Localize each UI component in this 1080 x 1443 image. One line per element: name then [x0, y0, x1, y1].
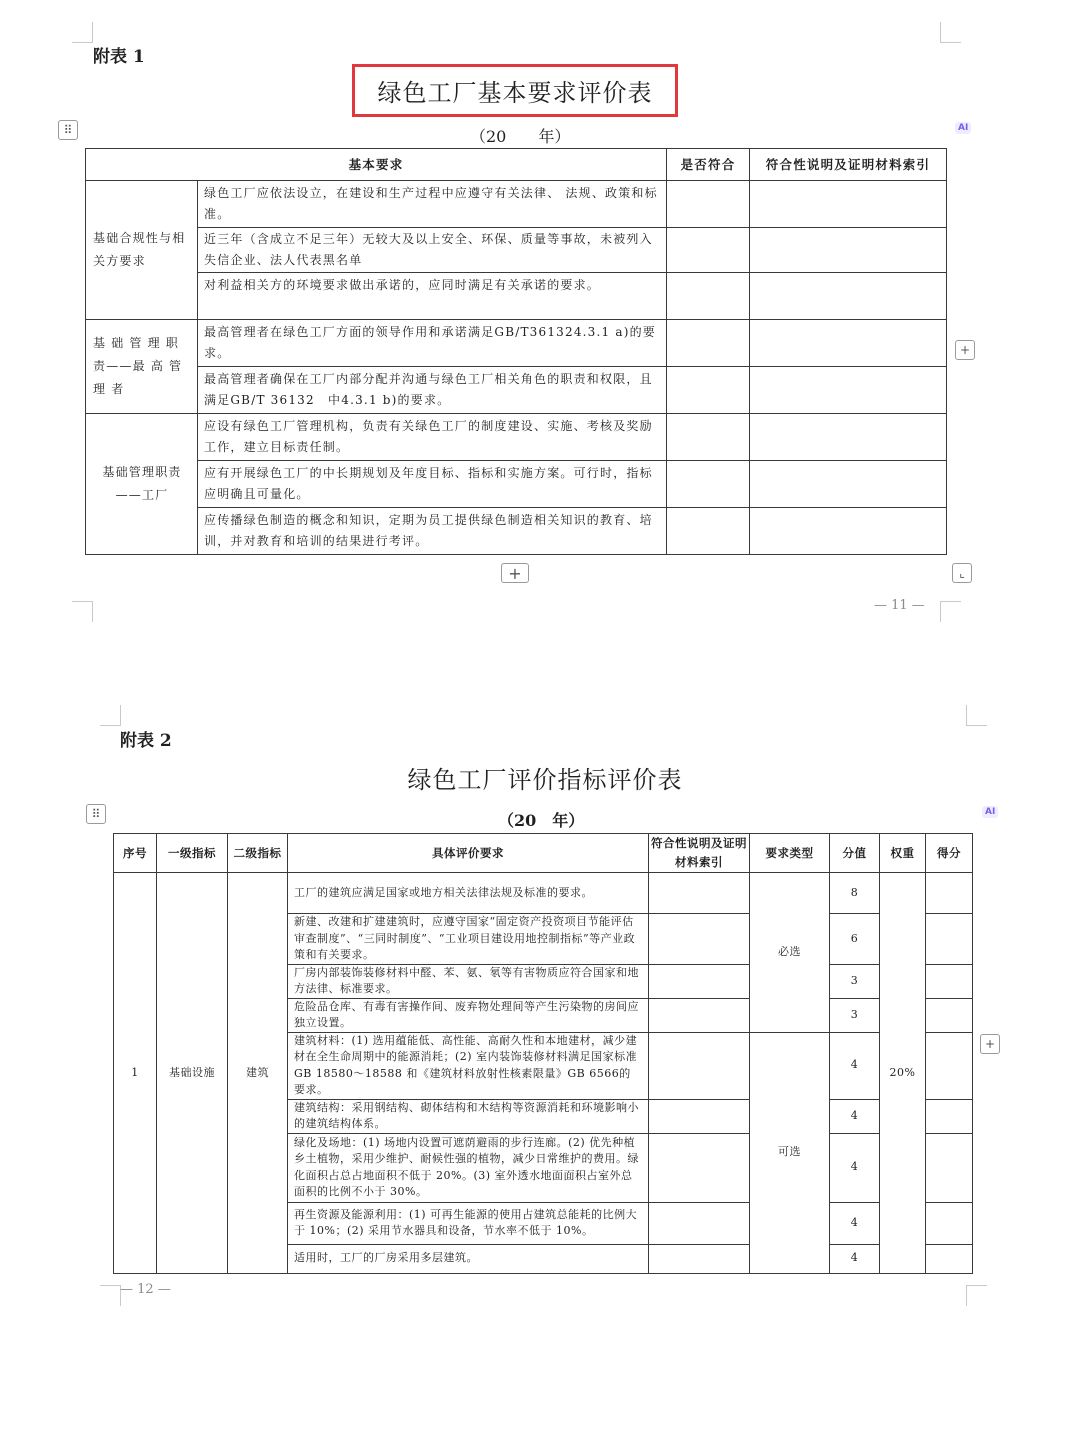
evidence-cell[interactable] — [750, 181, 947, 228]
sequence-cell: 1 — [114, 873, 157, 1274]
result-cell[interactable] — [926, 1133, 973, 1202]
evidence-cell[interactable] — [750, 273, 947, 320]
header-cell: 是否符合 — [667, 149, 750, 181]
plus-icon: + — [984, 1037, 996, 1051]
table-row — [114, 873, 973, 914]
evaluation-index-table — [113, 833, 973, 1274]
requirement-cell[interactable]: 建筑结构：采用钢结构、砌体结构和木结构等资源消耗和环境影响小的建筑结构体系。 — [288, 1099, 649, 1133]
requirement-cell[interactable]: 厂房内部装饰装修材料中醛、苯、氨、氡等有害物质应符合国家和地方法律、标准要求。 — [288, 964, 649, 998]
requirement-cell[interactable]: 再生资源及能源利用：(1) 可再生能源的使用占建筑总能耗的比例大于 10%；(2) 采用节水器具和设备，节水率不低于 10%。 — [288, 1202, 649, 1244]
score-cell: 4 — [830, 1244, 880, 1273]
crop-mark — [72, 601, 93, 622]
table-drag-handle[interactable] — [58, 120, 78, 140]
requirement-cell[interactable]: 近三年（含成立不足三年）无较大及以上安全、环保、质量等事故，未被列入失信企业、法人代表黑名单 — [198, 228, 667, 273]
requirement-cell[interactable]: 适用时，工厂的厂房采用多层建筑。 — [288, 1244, 649, 1273]
compliance-cell[interactable] — [667, 414, 750, 461]
appendix-label: 附表 2 — [120, 731, 172, 751]
evidence-cell[interactable] — [649, 914, 750, 965]
evidence-cell[interactable] — [750, 461, 947, 508]
header-cell: 分值 — [830, 834, 880, 873]
score-cell: 3 — [830, 998, 880, 1032]
evidence-cell[interactable] — [649, 1244, 750, 1273]
requirement-cell[interactable]: 应设有绿色工厂管理机构，负责有关绿色工厂的制度建设、实施、考核及奖励工作，建立目标责任制。 — [198, 414, 667, 461]
crop-mark — [966, 1285, 987, 1306]
table-header-row — [114, 834, 973, 873]
category-cell: 基 础 管 理 职 责——最 高 管 理 者 — [86, 320, 198, 414]
year-label: （20 年） — [498, 811, 585, 830]
score-cell: 4 — [830, 1133, 880, 1202]
table-row — [86, 320, 947, 367]
ai-assistant-button[interactable]: AI — [955, 122, 971, 134]
compliance-cell[interactable] — [667, 461, 750, 508]
result-cell[interactable] — [926, 1099, 973, 1133]
requirement-type-cell: 必选 — [750, 873, 830, 1033]
evidence-cell[interactable] — [750, 367, 947, 414]
ai-assistant-button[interactable]: AI — [982, 806, 998, 818]
compliance-cell[interactable] — [667, 181, 750, 228]
result-cell[interactable] — [926, 914, 973, 965]
requirement-cell[interactable]: 最高管理者在绿色工厂方面的领导作用和承诺满足GB/T361324.3.1 a)的要求。 — [198, 320, 667, 367]
table-row — [86, 181, 947, 228]
header-cell: 序号 — [114, 834, 157, 873]
drag-handle-icon: ⠿ — [91, 807, 101, 821]
requirement-cell[interactable]: 建筑材料：(1) 选用蕴能低、高性能、高耐久性和本地建材，减少建材在全生命周期中的能源消耗；(2) 室内装饰装修材料满足国家标准 GB 18580～18588 和《建筑材料放射性核素限量》GB 6566的要求。 — [288, 1032, 649, 1099]
requirement-cell[interactable]: 新建、改建和扩建建筑时，应遵守国家“固定资产投资项目节能评估审查制度”、“三同时制度”、“工业项目建设用地控制指标”等产业政策和有关要求。 — [288, 914, 649, 965]
evidence-cell[interactable] — [649, 1133, 750, 1202]
score-cell: 8 — [830, 873, 880, 914]
crop-mark — [940, 601, 961, 622]
header-cell: 具体评价要求 — [288, 834, 649, 873]
crop-mark — [100, 705, 121, 726]
header-cell: 二级指标 — [228, 834, 288, 873]
evidence-cell[interactable] — [750, 508, 947, 555]
score-cell: 4 — [830, 1202, 880, 1244]
requirement-cell[interactable]: 对利益相关方的环境要求做出承诺的，应同时满足有关承诺的要求。 — [198, 273, 667, 320]
page-number: — 12 — — [120, 1282, 171, 1297]
table-resize-handle[interactable] — [952, 563, 972, 583]
result-cell[interactable] — [926, 998, 973, 1032]
page-title: 绿色工厂评价指标评价表 — [407, 766, 683, 794]
requirement-cell[interactable]: 工厂的建筑应满足国家或地方相关法律法规及标准的要求。 — [288, 873, 649, 914]
resize-icon: ⌞ — [959, 566, 965, 580]
requirement-cell[interactable]: 绿色工厂应依法设立，在建设和生产过程中应遵守有关法律、 法规、政策和标准。 — [198, 181, 667, 228]
plus-icon: + — [959, 343, 971, 357]
evidence-cell[interactable] — [649, 1032, 750, 1099]
result-cell[interactable] — [926, 1244, 973, 1273]
crop-mark — [72, 22, 93, 43]
header-cell: 符合性说明及证明材料索引 — [750, 149, 947, 181]
compliance-cell[interactable] — [667, 273, 750, 320]
table-row — [86, 508, 947, 555]
score-cell: 3 — [830, 964, 880, 998]
compliance-cell[interactable] — [667, 508, 750, 555]
table-row — [86, 367, 947, 414]
evidence-cell[interactable] — [649, 873, 750, 914]
score-cell: 6 — [830, 914, 880, 965]
header-cell: 得分 — [926, 834, 973, 873]
evidence-cell[interactable] — [649, 964, 750, 998]
header-cell: 符合性说明及证明材料索引 — [649, 834, 750, 873]
table-row — [86, 228, 947, 273]
crop-mark — [966, 705, 987, 726]
requirement-type-cell: 可选 — [750, 1032, 830, 1273]
table-row — [86, 414, 947, 461]
evidence-cell[interactable] — [649, 1099, 750, 1133]
evidence-cell[interactable] — [750, 320, 947, 367]
level2-index-cell: 建筑 — [228, 873, 288, 1274]
drag-handle-icon: ⠿ — [63, 123, 73, 137]
plus-icon: + — [508, 563, 522, 583]
table-row — [86, 461, 947, 508]
score-cell: 4 — [830, 1032, 880, 1099]
crop-mark — [100, 1285, 121, 1306]
requirement-cell[interactable]: 绿化及场地：(1) 场地内设置可遮荫避雨的步行连廊。(2) 优先种植乡土植物，采用少维护、耐候性强的植物，减少日常维护的费用。绿化面积占总占地面积不低于 20%。(3) 室外透水地面面积占室外总面积的比例不小于 30%。 — [288, 1133, 649, 1202]
category-cell: 基础合规性与相关方要求 — [86, 181, 198, 320]
header-cell: 一级指标 — [157, 834, 228, 873]
requirement-cell[interactable]: 最高管理者确保在工厂内部分配并沟通与绿色工厂相关角色的职责和权限，且满足GB/T 36132 中4.3.1 b)的要求。 — [198, 367, 667, 414]
score-cell: 4 — [830, 1099, 880, 1133]
result-cell[interactable] — [926, 873, 973, 914]
evidence-cell[interactable] — [750, 228, 947, 273]
compliance-cell[interactable] — [667, 367, 750, 414]
evidence-cell[interactable] — [649, 1202, 750, 1244]
category-cell: 基础管理职责——工厂 — [86, 414, 198, 555]
level1-index-cell: 基础设施 — [157, 873, 228, 1274]
add-column-button[interactable] — [980, 1034, 1000, 1054]
header-cell: 要求类型 — [750, 834, 830, 873]
compliance-cell[interactable] — [667, 228, 750, 273]
requirement-cell[interactable]: 应有开展绿色工厂的中长期规划及年度目标、指标和实施方案。可行时，指标应明确且可量化。 — [198, 461, 667, 508]
table-header-row — [86, 149, 947, 181]
add-column-button[interactable] — [955, 340, 975, 360]
compliance-cell[interactable] — [667, 320, 750, 367]
add-row-button[interactable] — [501, 563, 529, 583]
evidence-cell[interactable] — [649, 998, 750, 1032]
result-cell[interactable] — [926, 964, 973, 998]
evidence-cell[interactable] — [750, 414, 947, 461]
result-cell[interactable] — [926, 1202, 973, 1244]
requirement-cell[interactable]: 应传播绿色制造的概念和知识，定期为员工提供绿色制造相关知识的教育、培训，并对教育和培训的结果进行考评。 — [198, 508, 667, 555]
requirement-cell[interactable]: 危险品仓库、有毒有害操作间、废弃物处理间等产生污染物的房间应独立设置。 — [288, 998, 649, 1032]
appendix-label: 附表 1 — [93, 47, 145, 67]
crop-mark — [940, 22, 961, 43]
basic-requirements-table — [85, 148, 947, 555]
table-drag-handle[interactable] — [86, 804, 106, 824]
header-cell: 基本要求 — [86, 149, 667, 181]
year-label: （20 年） — [470, 127, 571, 146]
header-cell: 权重 — [880, 834, 926, 873]
weight-cell: 20% — [880, 873, 926, 1274]
result-cell[interactable] — [926, 1032, 973, 1099]
page-number: — 11 — — [874, 598, 925, 613]
page-title: 绿色工厂基本要求评价表 — [352, 64, 678, 117]
table-row — [86, 273, 947, 320]
